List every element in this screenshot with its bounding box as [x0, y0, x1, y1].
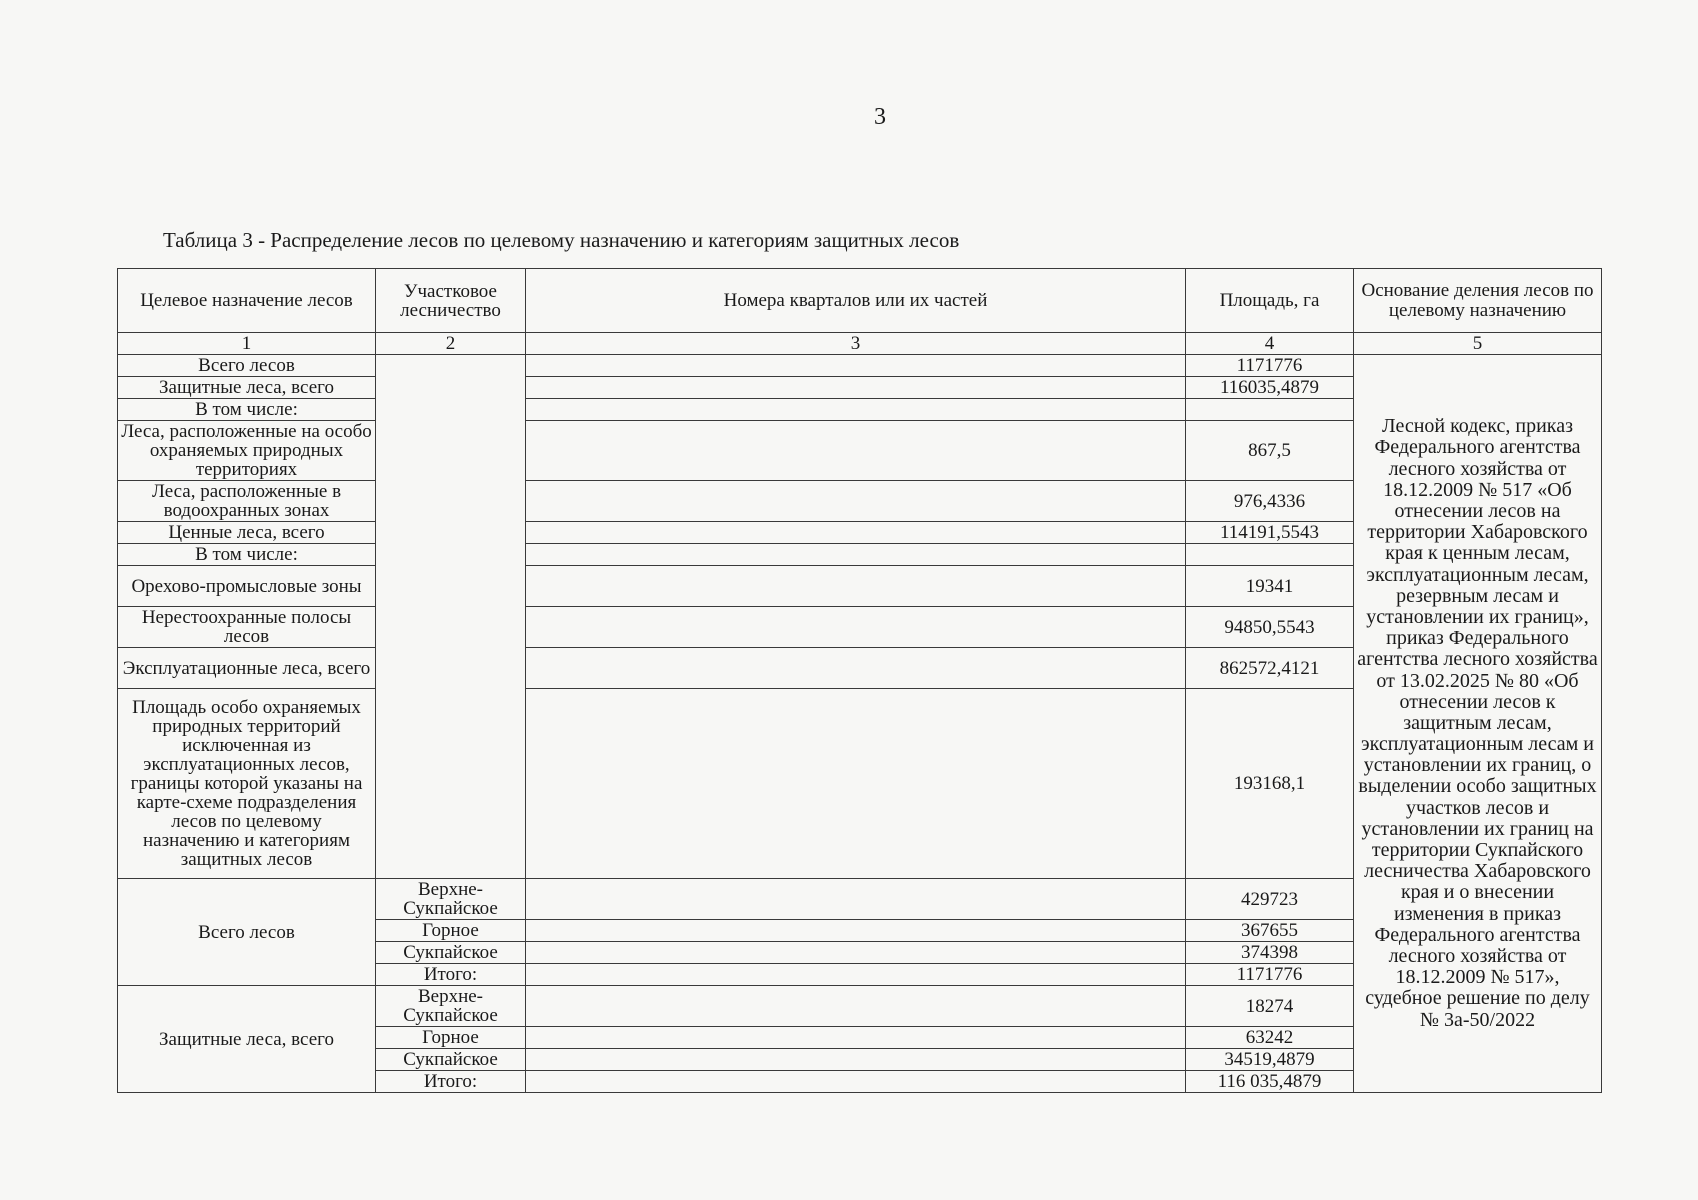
quarters-cell [526, 544, 1186, 566]
group-area: 34519,4879 [1186, 1049, 1354, 1071]
column-number: 3 [526, 333, 1186, 355]
quarters-cell [526, 355, 1186, 377]
table-header-row [118, 269, 1602, 333]
quarters-cell [526, 1049, 1186, 1071]
quarters-cell [526, 522, 1186, 544]
row-area: 116035,4879 [1186, 377, 1354, 399]
quarters-cell [526, 377, 1186, 399]
group-forestry: Итого: [376, 1071, 526, 1093]
group-forestry: Итого: [376, 964, 526, 986]
row-area: 862572,4121 [1186, 648, 1354, 689]
quarters-cell [526, 399, 1186, 421]
quarters-cell [526, 986, 1186, 1027]
row-purpose: В том числе: [118, 544, 376, 566]
row-area: 94850,5543 [1186, 607, 1354, 648]
group-area: 1171776 [1186, 964, 1354, 986]
row-purpose: Орехово-промысловые зоны [118, 566, 376, 607]
group-purpose: Всего лесов [118, 879, 376, 986]
row-area: 1171776 [1186, 355, 1354, 377]
quarters-cell [526, 607, 1186, 648]
header-purpose: Целевое назначение лесов [118, 269, 376, 333]
group-area: 429723 [1186, 879, 1354, 920]
quarters-cell [526, 942, 1186, 964]
quarters-cell [526, 879, 1186, 920]
row-area [1186, 399, 1354, 421]
quarters-cell [526, 481, 1186, 522]
row-area: 193168,1 [1186, 689, 1354, 879]
column-number: 1 [118, 333, 376, 355]
quarters-cell [526, 689, 1186, 879]
quarters-cell [526, 920, 1186, 942]
row-purpose: Леса, расположенные на особо охраняемых природных территориях [118, 421, 376, 481]
group-forestry: Горное [376, 1027, 526, 1049]
row-purpose: Всего лесов [118, 355, 376, 377]
group-forestry: Сукпайское [376, 942, 526, 964]
column-number: 4 [1186, 333, 1354, 355]
group-area: 374398 [1186, 942, 1354, 964]
group-forestry: Горное [376, 920, 526, 942]
row-purpose: Леса, расположенные в водоохранных зонах [118, 481, 376, 522]
header-forestry: Участковое лесничество [376, 269, 526, 333]
basis-cell: Лесной кодекс, приказ Федерального агентства лесного хозяйства от 18.12.2009 № 517 «Об отнесении лесов на территории Хабаровского края к ценным лесам, эксплуатационным лесам, резервным лесам и установлении их границ», приказ Федерального агентства лесного хозяйства от 13.02.2025 № 80 «Об отнесении лесов к защитным лесам, эксплуатационным лесам и установлении их границ, о выделении особо защитных участков лесов и установлении их границ на территории Сукпайского лесничества Хабаровского края и о внесении изменения в приказ Федерального агентства лесного хозяйства от 18.12.2009 № 517», судебное решение по делу № 3а-50/2022 [1354, 355, 1602, 1093]
quarters-cell [526, 1071, 1186, 1093]
group-forestry: Верхне-Сукпайское [376, 986, 526, 1027]
table-row [118, 355, 1602, 377]
quarters-cell [526, 1027, 1186, 1049]
group-forestry: Верхне-Сукпайское [376, 879, 526, 920]
group-area: 367655 [1186, 920, 1354, 942]
quarters-cell [526, 648, 1186, 689]
group-area: 18274 [1186, 986, 1354, 1027]
row-area: 114191,5543 [1186, 522, 1354, 544]
row-area: 976,4336 [1186, 481, 1354, 522]
row-purpose: Нерестоохранные полосы лесов [118, 607, 376, 648]
row-purpose: Площадь особо охраняемых природных территорий исключенная из эксплуатационных лесов, границы которой указаны на карте-схеме подразделения лесов по целевому назначению и категориям защитных лесов [118, 689, 376, 879]
quarters-cell [526, 566, 1186, 607]
row-area: 19341 [1186, 566, 1354, 607]
header-quarters: Номера кварталов или их частей [526, 269, 1186, 333]
group-purpose: Защитные леса, всего [118, 986, 376, 1093]
quarters-cell [526, 964, 1186, 986]
row-purpose: Защитные леса, всего [118, 377, 376, 399]
group-area: 116 035,4879 [1186, 1071, 1354, 1093]
row-purpose: Ценные леса, всего [118, 522, 376, 544]
header-area: Площадь, га [1186, 269, 1354, 333]
forest-distribution-table [117, 268, 1602, 1093]
column-number: 5 [1354, 333, 1602, 355]
row-purpose: В том числе: [118, 399, 376, 421]
quarters-cell [526, 421, 1186, 481]
group-forestry: Сукпайское [376, 1049, 526, 1071]
header-basis: Основание деления лесов по целевому назначению [1354, 269, 1602, 333]
page-number: 3 [874, 104, 886, 130]
row-purpose: Эксплуатационные леса, всего [118, 648, 376, 689]
column-number-row [118, 333, 1602, 355]
row-area [1186, 544, 1354, 566]
row-area: 867,5 [1186, 421, 1354, 481]
group-area: 63242 [1186, 1027, 1354, 1049]
forestry-cell-empty [376, 355, 526, 879]
column-number: 2 [376, 333, 526, 355]
table-caption: Таблица 3 - Распределение лесов по целевому назначению и категориям защитных лесов [163, 228, 960, 252]
